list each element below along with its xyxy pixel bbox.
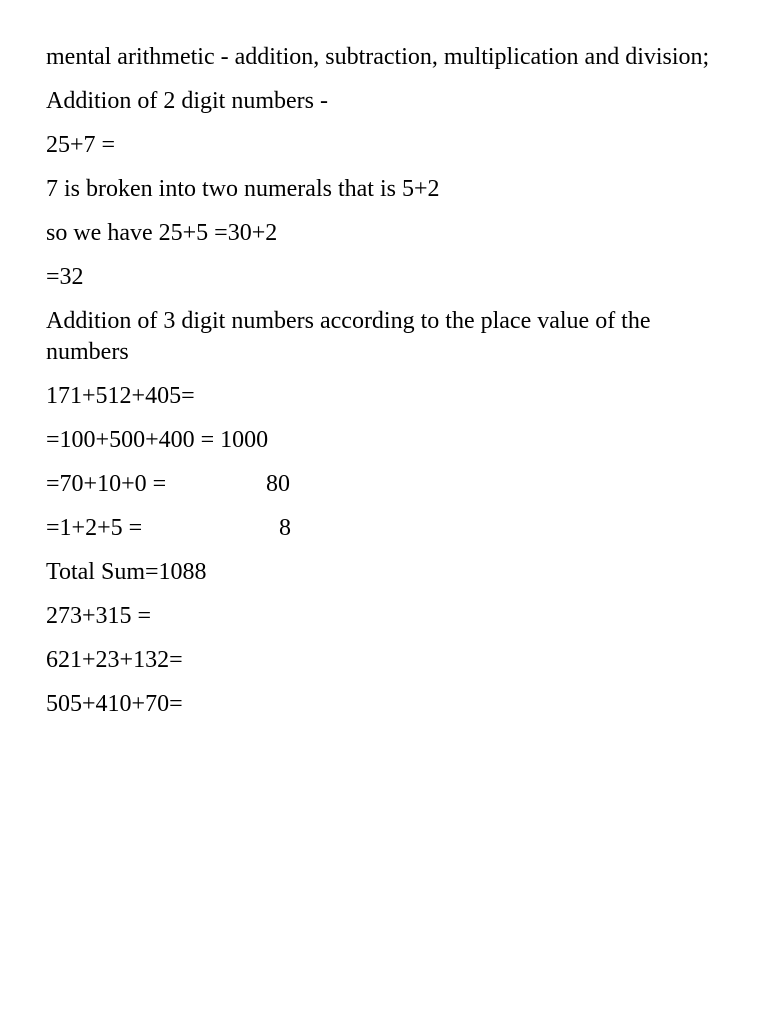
example-line: 25+7 = <box>46 132 116 158</box>
section-heading-three-digit: Addition of 3 digit numbers according to the place value of the numbers <box>46 308 651 365</box>
explanation-line: 7 is broken into two numerals that is 5+2 <box>46 176 440 202</box>
document-page <box>46 42 726 733</box>
total-line: Total Sum=1088 <box>46 559 207 585</box>
calc-row <box>46 469 726 500</box>
exercise-line: 273+315 = <box>46 603 152 629</box>
explanation-line: so we have 25+5 =30+2 <box>46 220 278 246</box>
calc-result: 8 <box>279 515 291 541</box>
intro-paragraph: mental arithmetic - addition, subtraction, multiplication and division; <box>46 44 710 70</box>
calc-expression: =70+10+0 = <box>46 471 167 497</box>
exercise-line: 621+23+132= <box>46 647 183 673</box>
example-line: 171+512+405= <box>46 383 195 409</box>
calc-result: 80 <box>266 471 290 497</box>
exercise-line: 505+410+70= <box>46 691 183 717</box>
calc-line: =100+500+400 = 1000 <box>46 427 269 453</box>
calc-expression: =1+2+5 = <box>46 515 143 541</box>
section-heading-two-digit: Addition of 2 digit numbers - <box>46 88 328 114</box>
result-line: =32 <box>46 264 84 290</box>
calc-row <box>46 513 726 544</box>
